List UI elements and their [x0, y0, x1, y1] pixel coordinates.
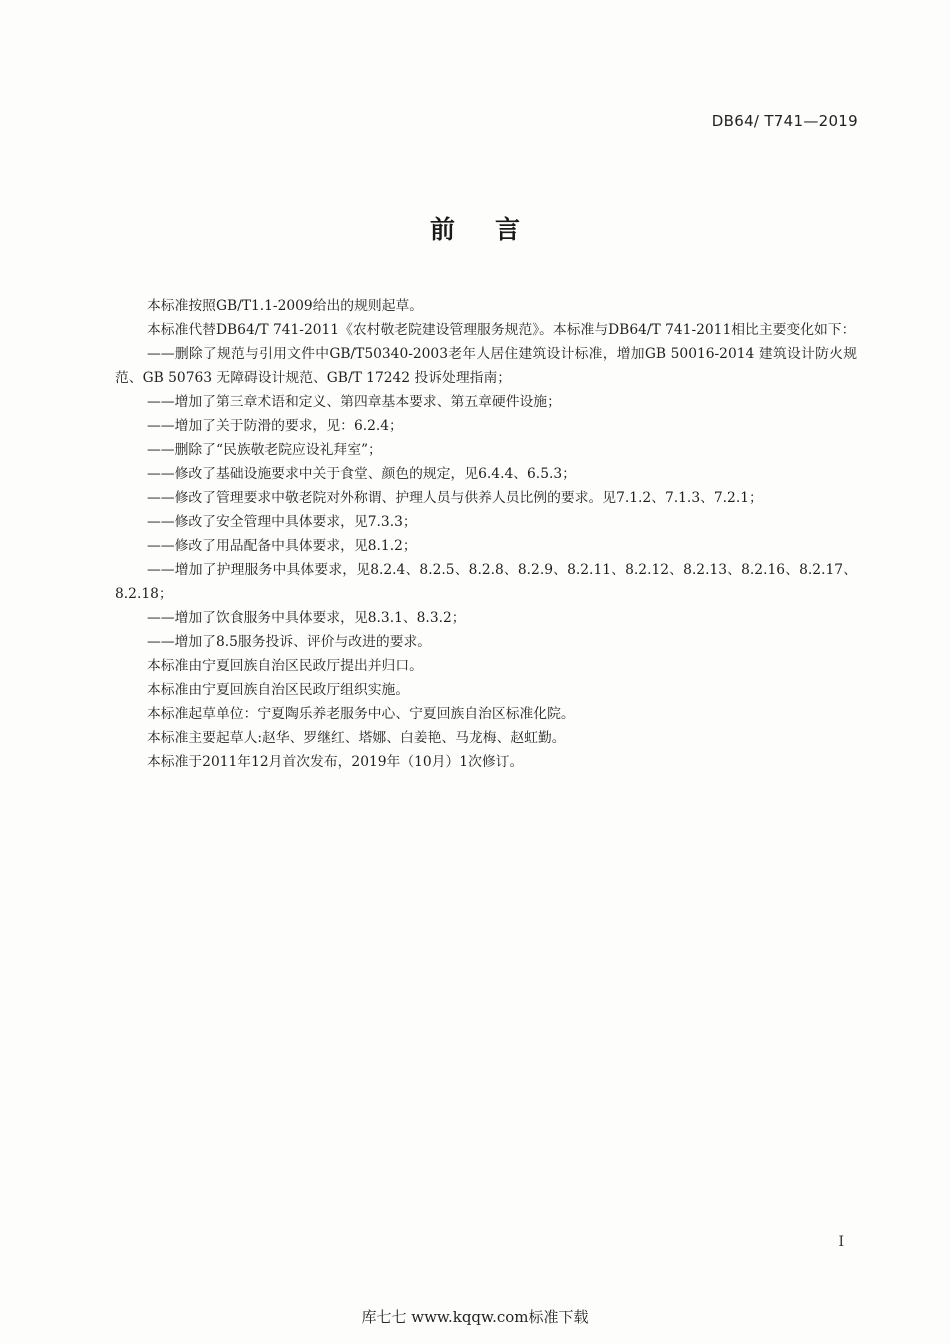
change-item: ——删除了规范与引用文件中GB/T50340-2003老年人居住建筑设计标准，增加GB 50016-2014 建筑设计防火规范、GB 50763 无障碍设计规范、GB/T 17242 投诉处理指南；	[115, 346, 857, 386]
change-item: ——修改了管理要求中敬老院对外称谓、护理人员与供养人员比例的要求。见7.1.2、7.1.3、7.2.1；	[147, 490, 763, 506]
paragraph: 本标准于2011年12月首次发布，2019年（10月）1次修订。	[147, 754, 524, 770]
change-item: ——修改了基础设施要求中关于食堂、颜色的规定，见6.4.4、6.5.3；	[147, 466, 576, 482]
change-item: ——删除了“民族敬老院应设礼拜室”；	[147, 442, 382, 458]
page-number: I	[838, 1234, 844, 1250]
change-item: ——增加了护理服务中具体要求，见8.2.4、8.2.5、8.2.8、8.2.9、8.2.11、8.2.12、8.2.13、8.2.16、8.2.17、8.2.18；	[115, 562, 857, 602]
change-item: ——增加了饮食服务中具体要求，见8.3.1、8.3.2；	[147, 610, 466, 626]
foreword-body	[115, 294, 857, 774]
footer-watermark: 库七七 www.kqqw.com标准下载	[361, 1308, 589, 1326]
paragraph: 本标准按照GB/T1.1-2009给出的规则起草。	[147, 298, 424, 314]
page-title: 前言	[429, 215, 560, 244]
change-item: ——增加了8.5服务投诉、评价与改进的要求。	[147, 634, 432, 650]
standard-code: DB64/ T741—2019	[711, 112, 858, 130]
paragraph: 本标准代替DB64/T 741-2011《农村敬老院建设管理服务规范》。本标准与DB64/T 741-2011相比主要变化如下：	[147, 322, 856, 338]
paragraph: 本标准主要起草人:赵华、罗继红、塔娜、白姜艳、马龙梅、赵虹勤。	[147, 730, 566, 746]
paragraph: 本标准起草单位：宁夏陶乐养老服务中心、宁夏回族自治区标准化院。	[147, 706, 575, 722]
paragraph: 本标准由宁夏回族自治区民政厅提出并归口。	[147, 658, 423, 674]
change-item: ——增加了关于防滑的要求，见：6.2.4；	[147, 418, 403, 434]
change-item: ——修改了安全管理中具体要求，见7.3.3；	[147, 514, 417, 530]
paragraph: 本标准由宁夏回族自治区民政厅组织实施。	[147, 682, 410, 698]
change-item: ——增加了第三章术语和定义、第四章基本要求、第五章硬件设施；	[147, 394, 561, 410]
change-item: ——修改了用品配备中具体要求，见8.1.2；	[147, 538, 417, 554]
